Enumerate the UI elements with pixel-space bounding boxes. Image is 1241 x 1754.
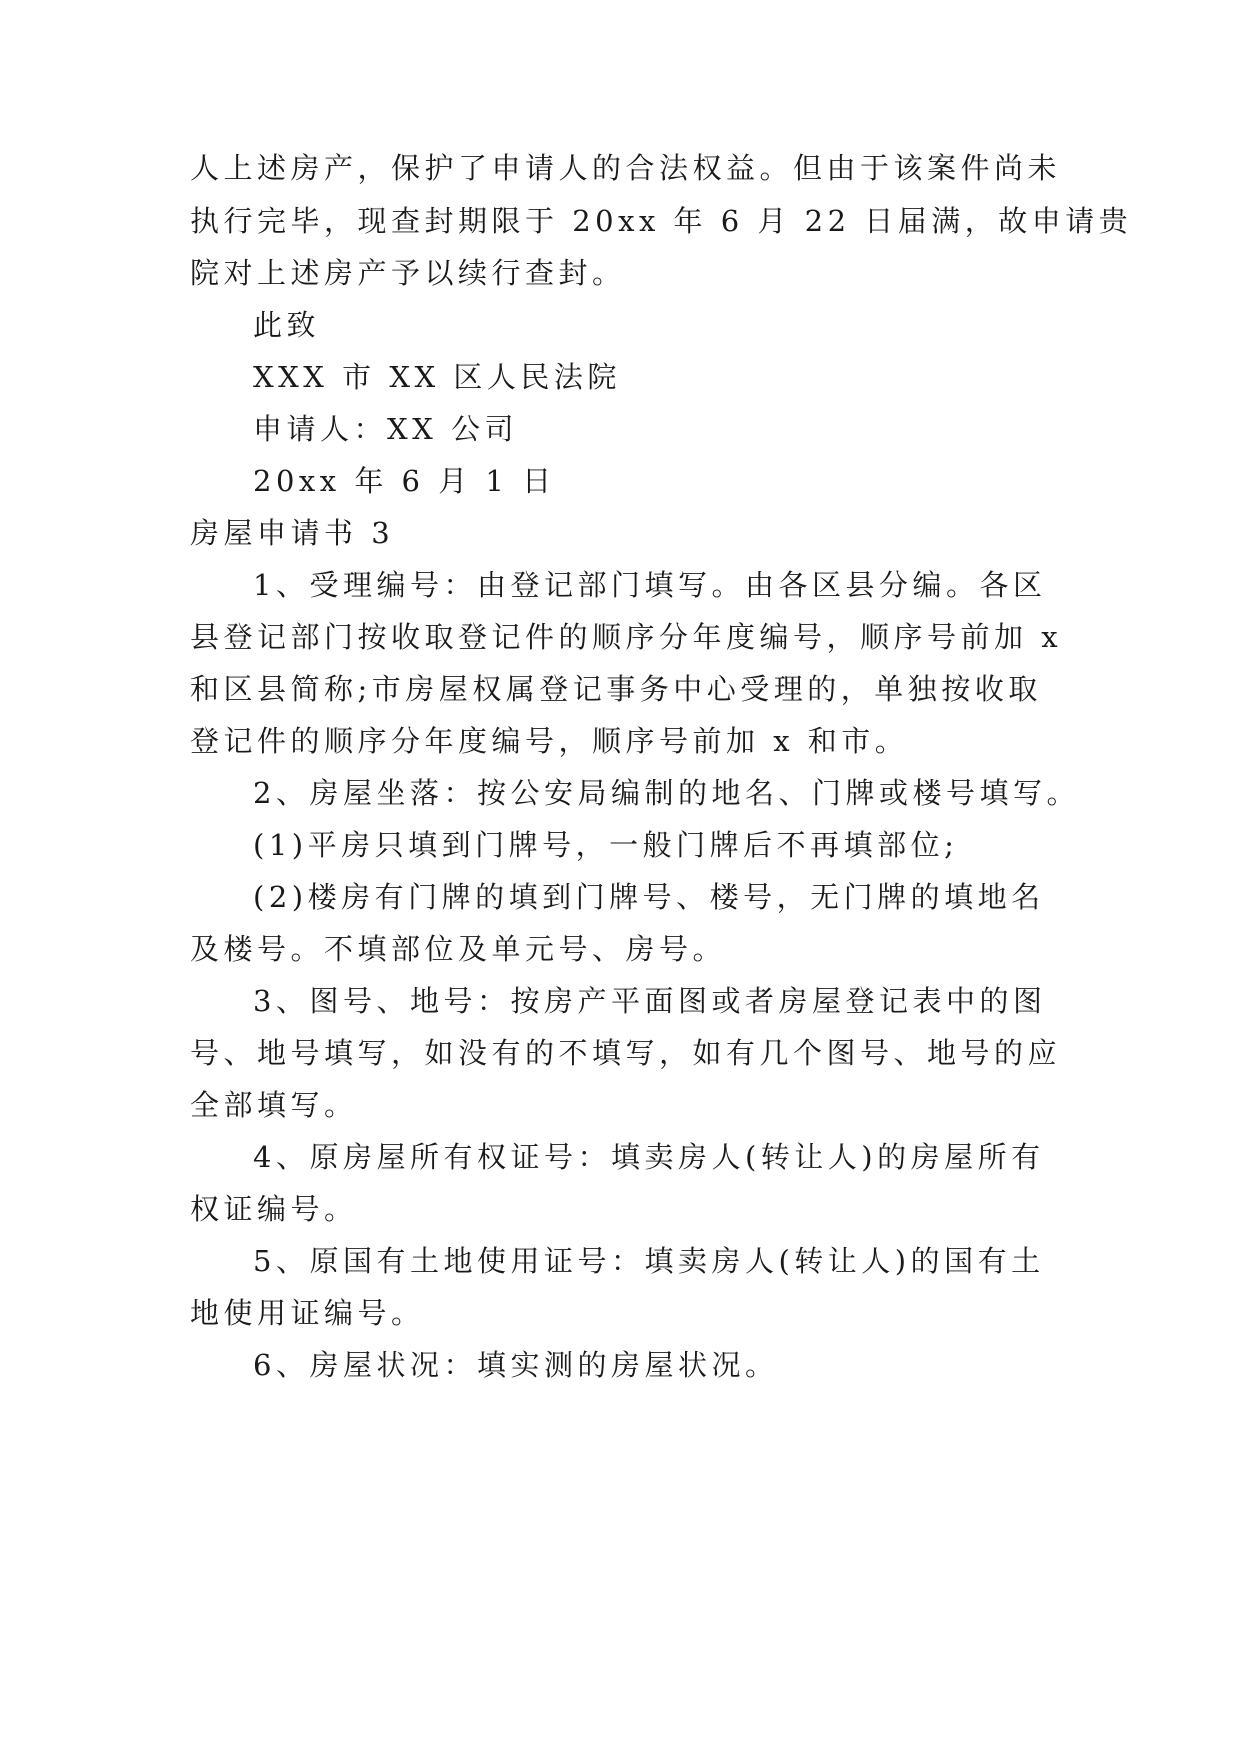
- paragraph-line: 执行完毕，现查封期限于 20xx 年 6 月 22 日届满，故申请贵: [190, 204, 1133, 238]
- recipient-court: XXX 市 XX 区人民法院: [253, 360, 621, 394]
- paragraph-line: 4、原房屋所有权证号：填卖房人(转让人)的房屋所有: [253, 1140, 1045, 1174]
- paragraph-line: 全部填写。: [190, 1088, 358, 1122]
- paragraph-line: 5、原国有土地使用证号：填卖房人(转让人)的国有土: [253, 1244, 1045, 1278]
- paragraph-line: 3、图号、地号：按房产平面图或者房屋登记表中的图: [253, 984, 1047, 1018]
- paragraph-line: 权证编号。: [190, 1192, 358, 1226]
- paragraph-line: 院对上述房产予以续行查封。: [190, 256, 626, 290]
- paragraph-line: 人上述房产，保护了申请人的合法权益。但由于该案件尚未: [190, 151, 1062, 185]
- paragraph-line: 和区县简称;市房屋权属登记事务中心受理的，单独按收取: [190, 672, 1042, 706]
- applicant: 申请人：XX 公司: [253, 412, 519, 446]
- paragraph-line: 地使用证编号。: [190, 1296, 425, 1330]
- paragraph-line: 县登记部门按收取登记件的顺序分年度编号，顺序号前加 x: [190, 620, 1063, 654]
- paragraph-line: 6、房屋状况：填实测的房屋状况。: [253, 1348, 779, 1382]
- paragraph-line: 号、地号填写，如没有的不填写，如有几个图号、地号的应: [190, 1036, 1062, 1070]
- paragraph-line: 登记件的顺序分年度编号，顺序号前加 x 和市。: [190, 724, 909, 758]
- section-title: 房屋申请书 3: [190, 516, 395, 550]
- paragraph-line: 2、房屋坐落：按公安局编制的地名、门牌或楼号填写。: [253, 776, 1080, 810]
- salutation: 此致: [253, 308, 321, 342]
- paragraph-line: (2)楼房有门牌的填到门牌号、楼号，无门牌的填地名: [253, 880, 1045, 914]
- paragraph-line: 1、受理编号：由登记部门填写。由各区县分编。各区: [253, 568, 1047, 602]
- paragraph-line: 及楼号。不填部位及单元号、房号。: [190, 932, 727, 966]
- paragraph-line: (1)平房只填到门牌号，一般门牌后不再填部位;: [253, 828, 959, 862]
- date: 20xx 年 6 月 1 日: [253, 464, 556, 498]
